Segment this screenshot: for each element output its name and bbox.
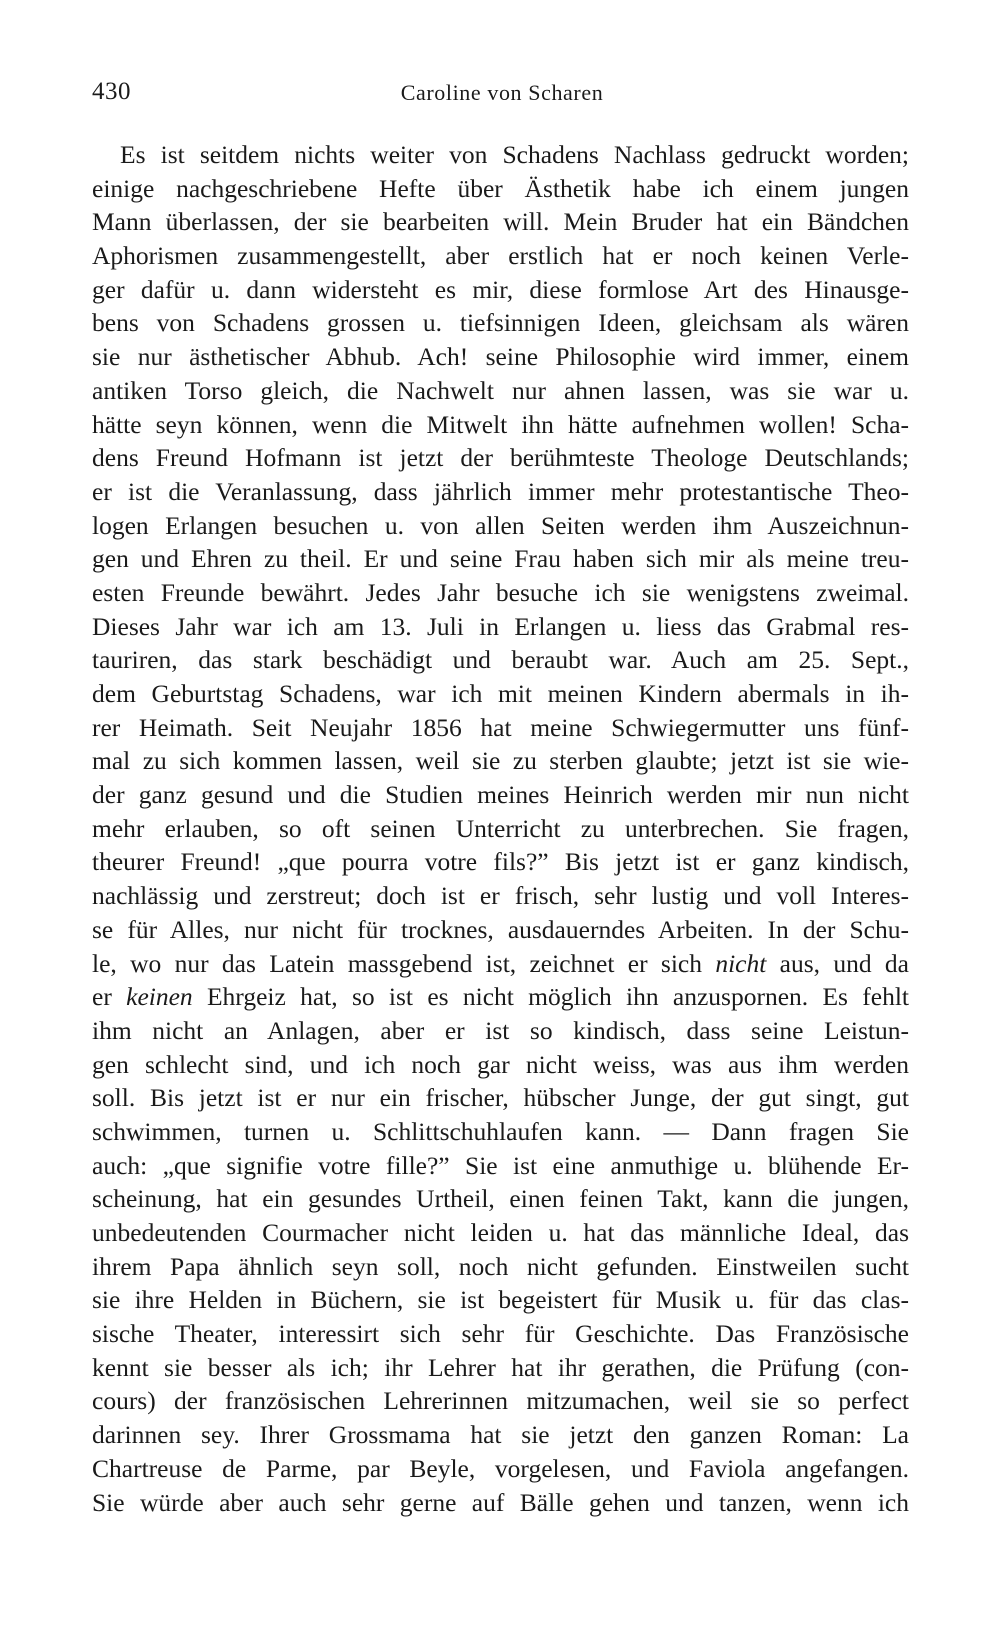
text-line: unbedeutenden Courmacher nicht leiden u. hat das männliche Ideal, das xyxy=(92,1218,909,1247)
text-line: antiken Torso gleich, die Nachwelt nur ahnen lassen, was sie war u. xyxy=(92,375,909,405)
text-line: le, wo nur das Latein massgebend ist, zeichnet er sich nicht aus, und da xyxy=(92,948,909,978)
text-line: bens von Schadens grossen u. tiefsinnigen Ideen, gleichsam als wären xyxy=(92,308,909,338)
text-line: nachlässig und zerstreut; doch ist er frisch, sehr lustig und voll Interes- xyxy=(92,881,909,911)
text-line: gen schlecht sind, und ich noch gar nicht weiss, was aus ihm werden xyxy=(92,1049,909,1079)
text-line: hätte seyn können, wenn die Mitwelt ihn hätte aufnehmen wollen! Scha- xyxy=(92,409,909,439)
text-line: darinnen sey. Ihrer Grossmama hat sie jetzt den ganzen Roman: La xyxy=(92,1420,909,1450)
text-line: sie ihre Helden in Büchern, sie ist begeistert für Musik u. für das clas- xyxy=(92,1285,909,1315)
text-line: sie nur ästhetischer Abhub. Ach! seine Philosophie wird immer, einem xyxy=(92,342,909,372)
text-line: cours) der französischen Lehrerinnen mitzumachen, weil sie so perfect xyxy=(92,1386,909,1416)
text-line: dens Freund Hofmann ist jetzt der berühmteste Theologe Deutschlands; xyxy=(92,443,909,473)
text-line: mal zu sich kommen lassen, weil sie zu sterben glaubte; jetzt ist sie wie- xyxy=(92,746,909,776)
text-line: mehr erlauben, so oft seinen Unterricht zu unterbrechen. Sie fragen, xyxy=(92,813,909,843)
text-line: logen Erlangen besuchen u. von allen Seiten werden ihm Auszeichnun- xyxy=(92,510,909,540)
text-line: schwimmen, turnen u. Schlittschuhlaufen kann. — Dann fragen Sie xyxy=(92,1116,909,1146)
text-line: Dieses Jahr war ich am 13. Juli in Erlangen u. liess das Grabmal res- xyxy=(92,611,909,641)
text-line: rer Heimath. Seit Neujahr 1856 hat meine Schwiegermutter uns fünf- xyxy=(92,712,909,742)
text-line: auch: „que signifie votre fille?” Sie ist eine anmuthige u. blühende Er- xyxy=(92,1150,909,1180)
text-line: scheinung, hat ein gesundes Urtheil, einen feinen Takt, kann die jungen, xyxy=(92,1184,909,1214)
text-line: ihm nicht an Anlagen, aber er ist so kindisch, dass seine Leistun- xyxy=(92,1015,909,1045)
text-line: er ist die Veranlassung, dass jährlich immer mehr protestantische Theo- xyxy=(92,476,909,506)
text-line: esten Freunde bewährt. Jedes Jahr besuche ich sie wenigstens zweimal. xyxy=(92,577,909,607)
text-line: tauriren, das stark beschädigt und beraubt war. Auch am 25. Sept., xyxy=(92,645,909,675)
text-line: se für Alles, nur nicht für trocknes, ausdauerndes Arbeiten. In der Schu- xyxy=(92,914,909,944)
text-line: ihrem Papa ähnlich seyn soll, noch nicht gefunden. Einstweilen sucht xyxy=(92,1251,909,1281)
body-text xyxy=(92,138,909,1519)
text-line: Es ist seitdem nichts weiter von Schadens Nachlass gedruckt worden; xyxy=(120,140,909,169)
text-line: einige nachgeschriebene Hefte über Ästhetik habe ich einem jungen xyxy=(92,173,909,203)
text-line: kennt sie besser als ich; ihr Lehrer hat ihr gerathen, die Prüfung (con- xyxy=(92,1352,909,1382)
text-line: Mann überlassen, der sie bearbeiten will. Mein Bruder hat ein Bändchen xyxy=(92,207,909,237)
text-line: dem Geburtstag Schadens, war ich mit meinen Kindern abermals in ih- xyxy=(92,679,909,708)
emphasized-word: nicht xyxy=(715,948,767,978)
text-line: der ganz gesund und die Studien meines Heinrich werden mir nun nicht xyxy=(92,780,909,810)
text-line: Aphorismen zusammengestellt, aber erstlich hat er noch keinen Verle- xyxy=(92,241,909,271)
text-line: er keinen Ehrgeiz hat, so ist es nicht möglich ihn anzuspornen. Es fehlt xyxy=(92,982,910,1012)
emphasized-word: keinen xyxy=(126,982,193,1012)
text-line: gen und Ehren zu theil. Er und seine Frau haben sich mir als meine treu- xyxy=(92,544,909,574)
text-line: Sie würde aber auch sehr gerne auf Bälle gehen und tanzen, wenn ich xyxy=(92,1487,909,1517)
text-line: Chartreuse de Parme, par Beyle, vorgelesen, und Faviola angefangen. xyxy=(92,1453,909,1483)
page-header xyxy=(92,78,912,110)
running-title: Caroline von Scharen xyxy=(400,80,604,105)
page-number: 430 xyxy=(92,78,131,105)
text-line: sische Theater, interessirt sich sehr für Geschichte. Das Französische xyxy=(92,1319,909,1349)
text-line: theurer Freund! „que pourra votre fils?” Bis jetzt ist er ganz kindisch, xyxy=(92,847,909,877)
text-line: ger dafür u. dann widersteht es mir, diese formlose Art des Hinausge- xyxy=(92,274,909,304)
text-line: soll. Bis jetzt ist er nur ein frischer, hübscher Junge, der gut singt, gut xyxy=(92,1083,909,1113)
